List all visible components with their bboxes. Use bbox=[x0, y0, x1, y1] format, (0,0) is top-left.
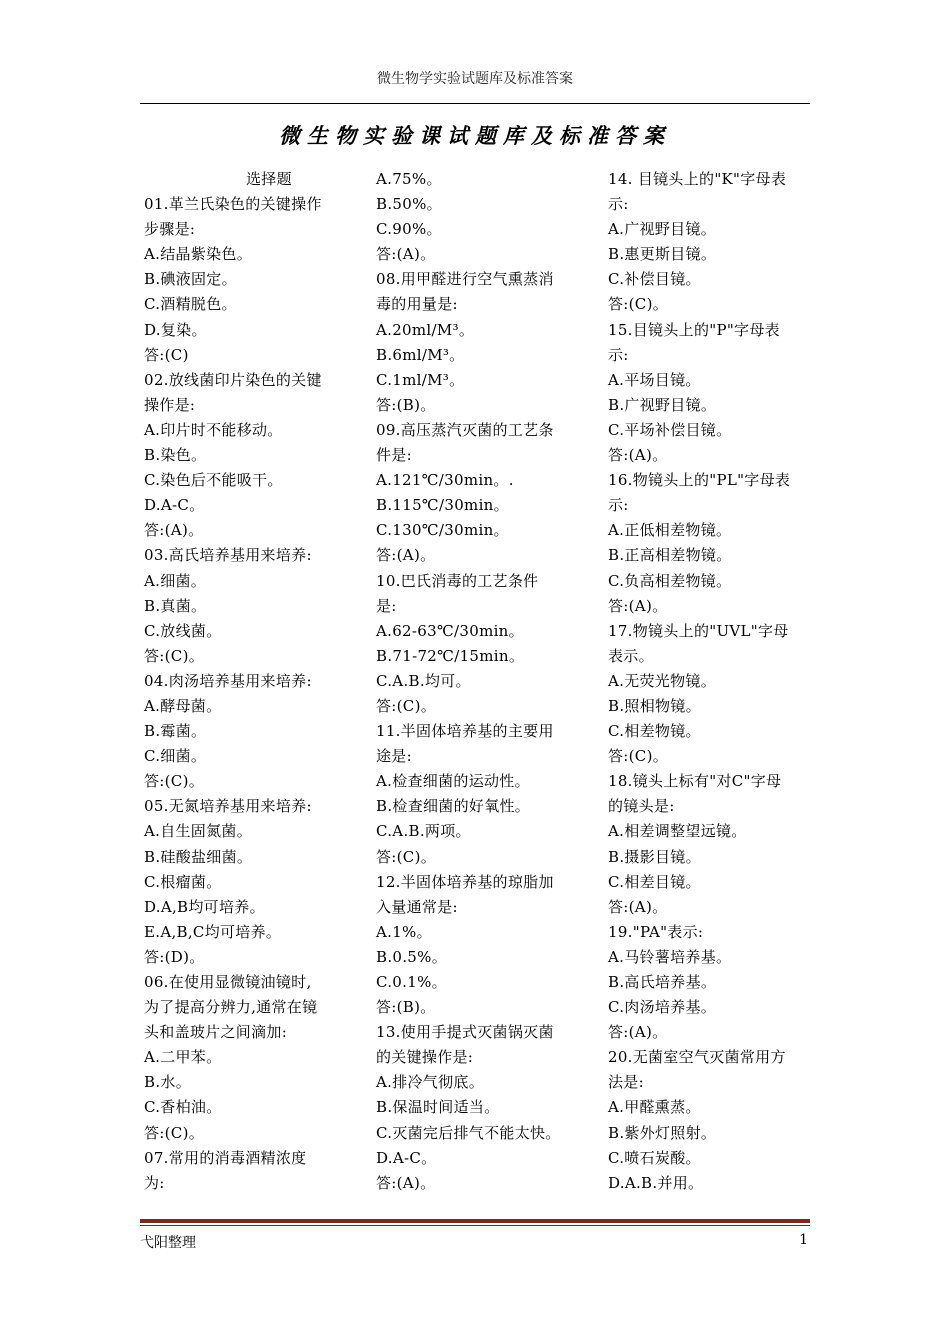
question-line: 19."PA"表示: bbox=[608, 922, 704, 941]
question-line: C.肉汤培养基。 bbox=[608, 998, 717, 1017]
question-line: 法是: bbox=[608, 1073, 644, 1092]
question-line: 07.常用的消毒酒精浓度 bbox=[144, 1148, 307, 1167]
question-line: 04.肉汤培养基用来培养: bbox=[144, 671, 312, 690]
question-line: B.保温时间适当。 bbox=[376, 1098, 500, 1117]
question-line: 为了提高分辨力,通常在镜 bbox=[144, 998, 318, 1017]
question-line: B.高氏培养基。 bbox=[608, 973, 717, 991]
question-line: 是: bbox=[376, 596, 397, 615]
question-line: E.A,B,C均可培养。 bbox=[144, 922, 282, 941]
question-line: A.印片时不能移动。 bbox=[144, 420, 283, 439]
question-line: 答:(C)。 bbox=[376, 696, 437, 715]
question-line: A.酵母菌。 bbox=[144, 696, 222, 715]
question-line: 答:(A)。 bbox=[376, 546, 436, 565]
question-line: B.水。 bbox=[144, 1073, 191, 1092]
question-line: C.细菌。 bbox=[144, 747, 207, 766]
question-line: 13.使用手提式灭菌锅灭菌 bbox=[376, 1023, 554, 1042]
question-line: D.A-C。 bbox=[376, 1148, 437, 1167]
question-line: 答:(C)。 bbox=[144, 646, 205, 665]
document-title: 微生物实验课试题库及标准答案 bbox=[279, 123, 671, 148]
question-line: A.细菌。 bbox=[144, 571, 207, 590]
question-line: 17.物镜头上的"UVL"字母 bbox=[608, 621, 789, 640]
question-line: C.喷石炭酸。 bbox=[608, 1148, 701, 1167]
question-line: 答:(D)。 bbox=[144, 947, 205, 966]
question-line: 答:(A)。 bbox=[608, 1023, 668, 1042]
question-line: B.碘液固定。 bbox=[144, 270, 237, 289]
question-line: 答:(A)。 bbox=[144, 521, 204, 540]
footer-rule-thin bbox=[140, 1225, 810, 1226]
question-line: C.染色后不能吸干。 bbox=[144, 471, 283, 490]
question-line: 10.巴氏消毒的工艺条件 bbox=[376, 571, 539, 590]
question-line: 答:(A)。 bbox=[608, 446, 668, 465]
question-line: A.甲醛熏蒸。 bbox=[608, 1098, 701, 1117]
question-line: A.无荧光物镜。 bbox=[608, 671, 717, 690]
question-line: A.平场目镜。 bbox=[608, 370, 701, 389]
question-line: A.75%。 bbox=[376, 170, 442, 188]
header-rule bbox=[140, 103, 810, 104]
question-line: C.0.1%。 bbox=[376, 973, 447, 991]
question-line: B.71-72℃/15min。 bbox=[376, 646, 525, 665]
column-2 bbox=[376, 167, 581, 1196]
question-line: 02.放线菌印片染色的关键 bbox=[144, 370, 322, 389]
question-line: C.A.B.两项。 bbox=[376, 822, 471, 841]
question-line: 答:(C)。 bbox=[376, 847, 437, 866]
question-line: D.A.B.并用。 bbox=[608, 1173, 704, 1192]
question-line: C.根瘤菌。 bbox=[144, 872, 222, 891]
question-line: B.50%。 bbox=[376, 195, 442, 214]
question-line: 的镜头是: bbox=[608, 797, 675, 816]
question-line: C.A.B.均可。 bbox=[376, 671, 471, 690]
question-line: 入量通常是: bbox=[376, 897, 458, 916]
question-line: A.广视野目镜。 bbox=[608, 220, 717, 239]
question-line: C.灭菌完后排气不能太快。 bbox=[376, 1123, 561, 1142]
question-line: C.130℃/30min。 bbox=[376, 521, 509, 540]
question-line: 12.半固体培养基的琼脂加 bbox=[376, 872, 554, 891]
question-line: B.照相物镜。 bbox=[608, 696, 701, 715]
question-line: 06.在使用显微镜油镜时, bbox=[144, 973, 312, 991]
question-line: B.0.5%。 bbox=[376, 947, 447, 966]
question-line: C.90%。 bbox=[376, 220, 442, 239]
question-line: C.1ml/M³。 bbox=[376, 370, 465, 389]
question-line: C.酒精脱色。 bbox=[144, 295, 237, 314]
question-line: A.二甲苯。 bbox=[144, 1048, 222, 1067]
question-line: D.A,B均可培养。 bbox=[144, 897, 265, 916]
section-heading: 选择题 bbox=[246, 170, 292, 188]
question-line: 头和盖玻片之间滴加: bbox=[144, 1023, 288, 1042]
column-3 bbox=[608, 167, 813, 1196]
column-1 bbox=[144, 167, 349, 1196]
question-line: B.真菌。 bbox=[144, 596, 207, 615]
running-header: 微生物学实验试题库及标准答案 bbox=[377, 71, 573, 87]
question-line: A.121℃/30min。. bbox=[376, 471, 514, 490]
question-line: 16.物镜头上的"PL"字母表 bbox=[608, 471, 791, 490]
question-line: B.霉菌。 bbox=[144, 722, 207, 741]
question-line: 示: bbox=[608, 345, 629, 364]
footer-author: 弋阳整理 bbox=[140, 1235, 196, 1251]
question-line: B.115℃/30min。 bbox=[376, 496, 509, 515]
question-line: 20.无菌室空气灭菌常用方 bbox=[608, 1048, 786, 1067]
question-line: 05.无氮培养基用来培养: bbox=[144, 797, 312, 816]
question-line: 操作是: bbox=[144, 395, 196, 414]
question-line: A.结晶紫染色。 bbox=[144, 245, 253, 264]
question-line: 件是: bbox=[376, 446, 412, 465]
question-line: D.复染。 bbox=[144, 320, 207, 339]
question-line: C.负高相差物镜。 bbox=[608, 571, 732, 590]
question-line: A.自生固氮菌。 bbox=[144, 822, 253, 841]
question-line: 答:(A)。 bbox=[608, 897, 668, 916]
question-line: B.广视野目镜。 bbox=[608, 395, 717, 414]
question-line: 答:(C) bbox=[144, 345, 189, 364]
question-line: 答:(B)。 bbox=[376, 395, 436, 414]
question-line: 表示。 bbox=[608, 646, 654, 665]
question-line: 示: bbox=[608, 496, 629, 515]
question-line: 途是: bbox=[376, 747, 412, 766]
question-line: 答:(C)。 bbox=[144, 772, 205, 791]
question-line: 14. 目镜头上的"K"字母表 bbox=[608, 170, 787, 188]
question-line: D.A-C。 bbox=[144, 496, 205, 515]
question-line: 答:(A)。 bbox=[376, 245, 436, 264]
question-line: 示: bbox=[608, 195, 629, 214]
question-line: 09.高压蒸汽灭菌的工艺条 bbox=[376, 420, 554, 439]
question-line: B.紫外灯照射。 bbox=[608, 1123, 717, 1142]
question-line: 答:(C)。 bbox=[608, 747, 669, 766]
page-number: 1 bbox=[799, 1232, 808, 1248]
question-line: 为: bbox=[144, 1173, 165, 1192]
question-line: A.检查细菌的运动性。 bbox=[376, 772, 530, 791]
question-line: C.补偿目镜。 bbox=[608, 270, 701, 289]
question-line: A.62-63℃/30min。 bbox=[376, 621, 524, 640]
question-line: 的关键操作是: bbox=[376, 1048, 474, 1067]
question-line: B.惠更斯目镜。 bbox=[608, 245, 717, 264]
question-line: 步骤是: bbox=[144, 220, 196, 239]
question-line: 答:(C)。 bbox=[608, 295, 669, 314]
question-line: 答:(A)。 bbox=[608, 596, 668, 615]
question-line: 18.镜头上标有"对C"字母 bbox=[608, 772, 782, 791]
question-line: 答:(C)。 bbox=[144, 1123, 205, 1142]
question-line: B.染色。 bbox=[144, 446, 207, 465]
question-line: B.摄影目镜。 bbox=[608, 847, 701, 866]
question-line: C.相差目镜。 bbox=[608, 872, 701, 891]
question-line: B.6ml/M³。 bbox=[376, 345, 465, 364]
question-line: A.20ml/M³。 bbox=[376, 320, 475, 339]
question-line: A.1%。 bbox=[376, 922, 432, 941]
question-line: 答:(B)。 bbox=[376, 998, 436, 1017]
question-line: A.马铃薯培养基。 bbox=[608, 947, 732, 966]
question-line: B.正高相差物镜。 bbox=[608, 546, 732, 565]
question-line: A.正低相差物镜。 bbox=[608, 521, 732, 540]
question-line: 11.半固体培养基的主要用 bbox=[376, 722, 554, 741]
question-line: C.香柏油。 bbox=[144, 1098, 222, 1117]
question-line: A.排冷气彻底。 bbox=[376, 1073, 485, 1092]
question-line: B.检查细菌的好氧性。 bbox=[376, 797, 531, 816]
question-line: 01.革兰氏染色的关键操作 bbox=[144, 195, 322, 214]
question-line: B.硅酸盐细菌。 bbox=[144, 847, 253, 866]
question-line: 03.高氏培养基用来培养: bbox=[144, 546, 312, 565]
question-line: C.相差物镜。 bbox=[608, 722, 701, 741]
question-line: A.相差调整望远镜。 bbox=[608, 822, 747, 841]
question-line: 15.目镜头上的"P"字母表 bbox=[608, 320, 780, 339]
question-line: 毒的用量是: bbox=[376, 295, 458, 314]
footer-rule bbox=[140, 1219, 810, 1223]
question-line: C.放线菌。 bbox=[144, 621, 222, 640]
question-line: C.平场补偿目镜。 bbox=[608, 420, 732, 439]
question-line: 答:(A)。 bbox=[376, 1173, 436, 1192]
question-line: 08.用甲醛进行空气熏蒸消 bbox=[376, 270, 554, 289]
